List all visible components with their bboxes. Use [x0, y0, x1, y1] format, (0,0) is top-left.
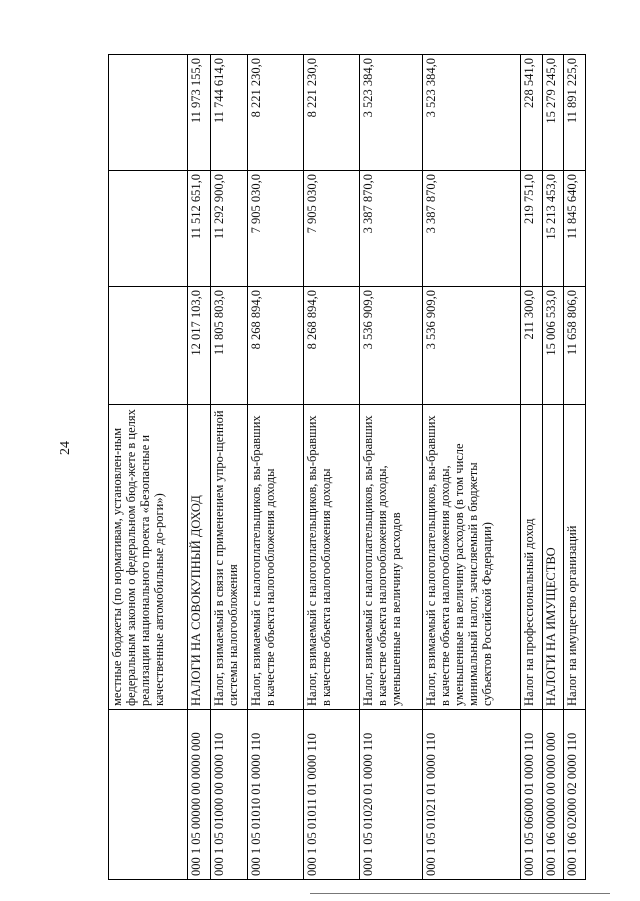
amount-year2-cell: 15 213 453,0 — [542, 171, 564, 287]
amount-year3-cell: 8 221 230,0 — [247, 55, 303, 171]
budget-code-cell: 000 1 05 01011 01 0000 110 — [304, 710, 360, 880]
budget-code-cell: 000 1 06 02000 02 0000 110 — [564, 710, 586, 880]
amount-year1-cell — [109, 287, 188, 405]
amount-year1-cell: 11 658 806,0 — [564, 287, 586, 405]
budget-code-cell: 000 1 05 06000 01 0000 110 — [520, 710, 542, 880]
table-row — [210, 55, 247, 880]
revenue-name-cell: Налог, взимаемый с налогоплательщиков, вы-бравших в качестве объекта налогообложения доходы, уменьшенные на величину расходов (в том числе минимальный налог, зачисляемый в бюджеты субъектов Российской Федерации) — [423, 405, 521, 710]
revenue-name-cell: Налог, взимаемый с налогоплательщиков, вы-бравших в качестве объекта налогообложения доходы — [247, 405, 303, 710]
budget-code-cell — [109, 710, 188, 880]
amount-year1-cell: 8 268 894,0 — [304, 287, 360, 405]
budget-code-cell: 000 1 05 01021 01 0000 110 — [423, 710, 521, 880]
revenue-name-cell: НАЛОГИ НА ИМУЩЕСТВО — [542, 405, 564, 710]
amount-year1-cell: 3 536 909,0 — [423, 287, 521, 405]
table-row — [247, 55, 303, 880]
table-row — [520, 55, 542, 880]
budget-code-cell: 000 1 05 01010 01 0000 110 — [247, 710, 303, 880]
amount-year1-cell: 12 017 103,0 — [188, 287, 211, 405]
table-row — [304, 55, 360, 880]
budget-code-cell: 000 1 05 00000 00 0000 000 — [188, 710, 211, 880]
amount-year2-cell: 11 512 651,0 — [188, 171, 211, 287]
amount-year1-cell: 3 536 909,0 — [360, 287, 423, 405]
amount-year3-cell: 8 221 230,0 — [304, 55, 360, 171]
amount-year2-cell: 11 845 640,0 — [564, 171, 586, 287]
amount-year2-cell: 7 905 030,0 — [247, 171, 303, 287]
amount-year1-cell: 15 006 533,0 — [542, 287, 564, 405]
amount-year2-cell: 219 751,0 — [520, 171, 542, 287]
budget-code-cell: 000 1 05 01000 00 0000 110 — [210, 710, 247, 880]
table-row — [423, 55, 521, 880]
revenue-name-cell: Налог, взимаемый с налогоплательщиков, вы-бравших в качестве объекта налогообложения доходы, уменьшенные на величину расходов — [360, 405, 423, 710]
amount-year3-cell — [109, 55, 188, 171]
revenue-name-cell: местные бюджеты (по нормативам, установлен-ным федеральным законом о федеральном бюд-жете в целях реализации национального проекта «Безопасные и качественные автомобильные до-роги») — [109, 405, 188, 710]
amount-year2-cell: 3 387 870,0 — [423, 171, 521, 287]
budget-code-cell: 000 1 06 00000 00 0000 000 — [542, 710, 564, 880]
rotated-page-content — [108, 55, 586, 880]
amount-year3-cell: 11 973 155,0 — [188, 55, 211, 171]
table-row — [109, 55, 188, 880]
amount-year2-cell: 3 387 870,0 — [360, 171, 423, 287]
revenue-name-cell: Налог, взимаемый с налогоплательщиков, вы-бравших в качестве объекта налогообложения доходы — [304, 405, 360, 710]
amount-year1-cell: 211 300,0 — [520, 287, 542, 405]
revenue-name-cell: Налог на профессиональный доход — [520, 405, 542, 710]
page-number: 24 — [58, 441, 73, 455]
amount-year3-cell: 15 279 245,0 — [542, 55, 564, 171]
amount-year2-cell: 11 292 900,0 — [210, 171, 247, 287]
table-row — [360, 55, 423, 880]
revenue-table — [108, 54, 586, 880]
amount-year1-cell: 8 268 894,0 — [247, 287, 303, 405]
table-row — [542, 55, 564, 880]
revenue-name-cell: Налог, взимаемый в связи с применением упро-щенной системы налогообложения — [210, 405, 247, 710]
table-row — [564, 55, 586, 880]
table-row — [188, 55, 211, 880]
amount-year3-cell: 228 541,0 — [520, 55, 542, 171]
revenue-name-cell: НАЛОГИ НА СОВОКУПНЫЙ ДОХОД — [188, 405, 211, 710]
revenue-name-cell: Налог на имущество организаций — [564, 405, 586, 710]
amount-year2-cell — [109, 171, 188, 287]
amount-year3-cell: 11 891 225,0 — [564, 55, 586, 171]
amount-year3-cell: 3 523 384,0 — [423, 55, 521, 171]
budget-code-cell: 000 1 05 01020 01 0000 110 — [360, 710, 423, 880]
amount-year2-cell: 7 905 030,0 — [304, 171, 360, 287]
amount-year3-cell: 3 523 384,0 — [360, 55, 423, 171]
amount-year3-cell: 11 744 614,0 — [210, 55, 247, 171]
amount-year1-cell: 11 805 803,0 — [210, 287, 247, 405]
bottom-rule — [310, 893, 610, 894]
